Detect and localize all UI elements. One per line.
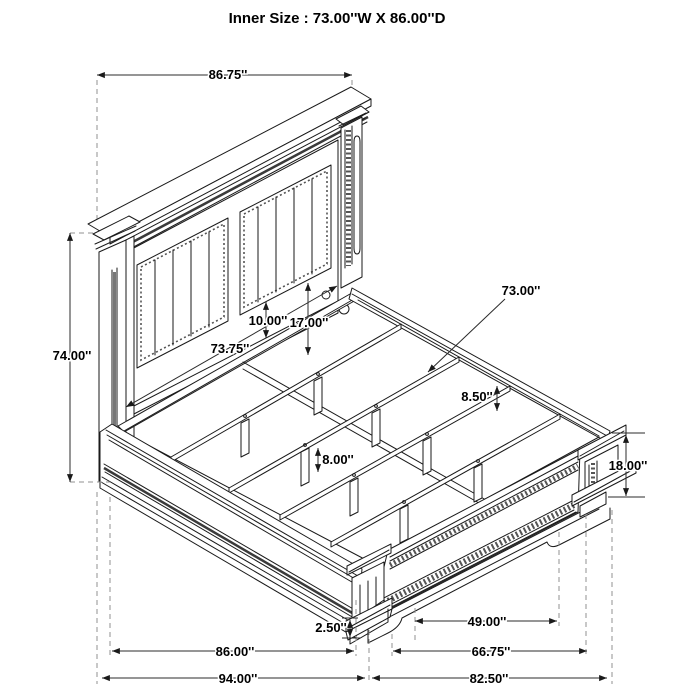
dim-label-overall-width: 82.50'' xyxy=(469,671,509,686)
dim-label-footboard-height: 18.00'' xyxy=(608,458,648,473)
dim-label-overall-depth: 94.00'' xyxy=(218,671,258,686)
dim-label-headboard-panel-width: 73.75'' xyxy=(210,341,250,356)
dim-label-leg-height: 8.00'' xyxy=(322,452,354,467)
dim-label-footboard-panel-width: 66.75'' xyxy=(471,644,511,659)
headboard-post-right xyxy=(336,106,369,288)
dim-label-rail-height: 17.00'' xyxy=(289,315,329,330)
dim-label-base-trim: 2.50'' xyxy=(315,620,347,635)
center-rail xyxy=(243,362,486,507)
bed-drawing xyxy=(88,87,636,644)
dim-label-headboard-width: 86.75'' xyxy=(208,67,248,82)
dim-label-slat-spacing: 8.50'' xyxy=(461,389,493,404)
dim-label-bracket-span: 49.00'' xyxy=(467,614,507,629)
dim-label-headboard-height: 74.00'' xyxy=(52,348,92,363)
diagram-title: Inner Size : 73.00''W X 86.00''D xyxy=(228,10,446,27)
dim-label-inner-width: 73.00'' xyxy=(501,283,541,298)
dim-label-inner-depth: 86.00'' xyxy=(215,644,255,659)
dim-label-panel-to-rail: 10.00'' xyxy=(248,313,288,328)
